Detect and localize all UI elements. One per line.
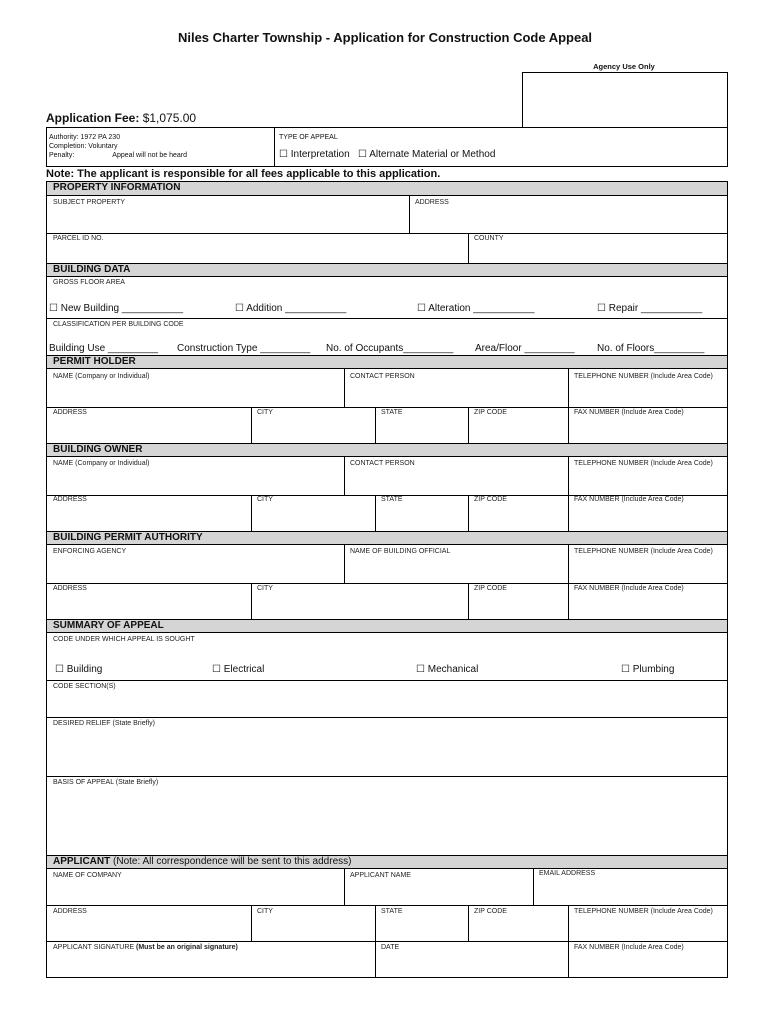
permit-holder-telephone-label: TELEPHONE NUMBER (Include Area Code): [574, 373, 713, 380]
authority-line: Authority: 1972 PA 230: [49, 134, 121, 141]
owner-city-label: CITY: [257, 496, 273, 503]
appeal-type-options: [279, 149, 495, 160]
signature-note: (Must be an original signature): [135, 944, 238, 951]
permit-holder-header: PERMIT HOLDER: [47, 355, 727, 369]
enforcing-agency-label: ENFORCING AGENCY: [53, 548, 127, 555]
authority-telephone-label: TELEPHONE NUMBER (Include Area Code): [574, 548, 713, 555]
construction-type-field[interactable]: Construction Type _________: [177, 343, 311, 354]
fee-note: Note: The applicant is responsible for all fees applicable to this application.: [46, 168, 441, 180]
permit-holder-address-label: ADDRESS: [53, 409, 87, 416]
divider: [533, 869, 534, 905]
code-under-appeal-label: CODE UNDER WHICH APPEAL IS SOUGHT: [53, 636, 195, 643]
applicant-address-label: ADDRESS: [53, 908, 87, 915]
signature-label-text: APPLICANT SIGNATURE: [53, 944, 136, 951]
applicant-city-label: CITY: [257, 908, 273, 915]
owner-state-label: STATE: [381, 496, 403, 503]
company-name-label: NAME OF COMPANY: [53, 872, 122, 879]
addition-checkbox[interactable]: ☐ Addition ___________: [235, 303, 347, 314]
alternate-material-checkbox[interactable]: ☐ Alternate Material or Method: [358, 149, 496, 160]
authority-block: [47, 128, 275, 166]
agency-use-label: Agency Use Only: [593, 62, 655, 71]
mechanical-code-checkbox[interactable]: ☐ Mechanical: [416, 664, 479, 675]
penalty-label: Penalty:: [49, 152, 75, 159]
subject-property-label: SUBJECT PROPERTY: [53, 199, 126, 206]
county-label: COUNTY: [474, 235, 504, 242]
completion-line: Completion: Voluntary: [49, 143, 118, 150]
permit-holder-zip-label: ZIP CODE: [474, 409, 507, 416]
divider: [375, 407, 376, 443]
divider: [47, 905, 727, 906]
interpretation-checkbox[interactable]: ☐ Interpretation: [279, 149, 350, 160]
basis-of-appeal-label: BASIS OF APPEAL (State Briefly): [53, 779, 159, 786]
divider: [344, 545, 345, 583]
permit-authority-header: BUILDING PERMIT AUTHORITY: [47, 531, 727, 545]
permit-holder-city-label: CITY: [257, 409, 273, 416]
code-sections-label: CODE SECTION(S): [53, 683, 116, 690]
property-address-label: ADDRESS: [415, 199, 449, 206]
divider: [251, 583, 252, 619]
divider: [47, 318, 727, 319]
divider: [344, 369, 345, 407]
area-floor-field[interactable]: Area/Floor _________: [475, 343, 575, 354]
divider: [251, 407, 252, 443]
applicant-signature-label: [53, 944, 238, 951]
classification-label: CLASSIFICATION PER BUILDING CODE: [53, 321, 184, 328]
divider: [47, 680, 727, 681]
fee-value: $1,075.00: [142, 111, 197, 125]
divider: [468, 583, 469, 619]
authority-zip-label: ZIP CODE: [474, 585, 507, 592]
application-fee: [46, 111, 196, 125]
owner-address-label: ADDRESS: [53, 496, 87, 503]
applicant-name-label: APPLICANT NAME: [350, 872, 411, 879]
divider: [568, 545, 569, 619]
divider: [468, 407, 469, 443]
divider: [568, 457, 569, 531]
application-form: [46, 181, 728, 978]
owner-fax-label: FAX NUMBER (Include Area Code): [574, 496, 684, 503]
authority-address-label: ADDRESS: [53, 585, 87, 592]
divider: [468, 495, 469, 531]
applicant-header-title: APPLICANT: [53, 856, 111, 867]
building-code-checkbox[interactable]: ☐ Building: [55, 664, 103, 675]
divider: [47, 583, 727, 584]
building-data-header: BUILDING DATA: [47, 263, 727, 277]
divider: [568, 369, 569, 443]
agency-use-box: [522, 72, 728, 128]
divider: [344, 869, 345, 905]
divider: [47, 941, 727, 942]
divider: [47, 233, 727, 234]
authority-box: [46, 127, 728, 167]
divider: [468, 233, 469, 263]
plumbing-code-checkbox[interactable]: ☐ Plumbing: [621, 664, 675, 675]
divider: [47, 776, 727, 777]
applicant-state-label: STATE: [381, 908, 403, 915]
applicant-header: [47, 855, 727, 869]
building-owner-header: BUILDING OWNER: [47, 443, 727, 457]
floors-field[interactable]: No. of Floors_________: [597, 343, 705, 354]
divider: [375, 495, 376, 531]
applicant-telephone-label: TELEPHONE NUMBER (Include Area Code): [574, 908, 713, 915]
gross-floor-area-label: GROSS FLOOR AREA: [53, 279, 125, 286]
electrical-code-checkbox[interactable]: ☐ Electrical: [212, 664, 265, 675]
divider: [251, 905, 252, 941]
alteration-checkbox[interactable]: ☐ Alteration ___________: [417, 303, 535, 314]
authority-fax-label: FAX NUMBER (Include Area Code): [574, 585, 684, 592]
divider: [251, 495, 252, 531]
applicant-header-note: (Note: All correspondence will be sent to this address): [110, 856, 352, 867]
permit-holder-state-label: STATE: [381, 409, 403, 416]
owner-contact-label: CONTACT PERSON: [350, 460, 415, 467]
new-building-checkbox[interactable]: ☐ New Building ___________: [49, 303, 184, 314]
occupants-field[interactable]: No. of Occupants_________: [326, 343, 454, 354]
building-use-field[interactable]: Building Use _________: [49, 343, 158, 354]
divider: [344, 457, 345, 495]
divider: [47, 717, 727, 718]
applicant-zip-label: ZIP CODE: [474, 908, 507, 915]
summary-of-appeal-header: SUMMARY OF APPEAL: [47, 619, 727, 633]
permit-holder-contact-label: CONTACT PERSON: [350, 373, 415, 380]
parcel-id-label: PARCEL ID NO.: [53, 235, 104, 242]
desired-relief-label: DESIRED RELIEF (State Briefly): [53, 720, 155, 727]
authority-city-label: CITY: [257, 585, 273, 592]
penalty-line: [49, 151, 274, 160]
penalty-text: Appeal will not be heard: [112, 152, 188, 159]
page-title: Niles Charter Township - Application for Construction Code Appeal: [177, 30, 593, 45]
repair-checkbox[interactable]: ☐ Repair ___________: [597, 303, 703, 314]
owner-name-label: NAME (Company or Individual): [53, 460, 150, 467]
building-official-label: NAME OF BUILDING OFFICIAL: [350, 548, 451, 555]
signature-date-label: DATE: [381, 944, 400, 951]
email-label: EMAIL ADDRESS: [539, 870, 596, 877]
type-of-appeal-label: TYPE OF APPEAL: [279, 134, 338, 141]
fee-label: Application Fee:: [46, 111, 140, 125]
applicant-fax-label: FAX NUMBER (Include Area Code): [574, 944, 684, 951]
property-information-header: PROPERTY INFORMATION: [47, 182, 727, 196]
permit-holder-name-label: NAME (Company or Individual): [53, 373, 150, 380]
owner-zip-label: ZIP CODE: [474, 496, 507, 503]
owner-telephone-label: TELEPHONE NUMBER (Include Area Code): [574, 460, 713, 467]
divider: [409, 196, 410, 233]
divider: [468, 905, 469, 941]
divider: [47, 407, 727, 408]
permit-holder-fax-label: FAX NUMBER (Include Area Code): [574, 409, 684, 416]
